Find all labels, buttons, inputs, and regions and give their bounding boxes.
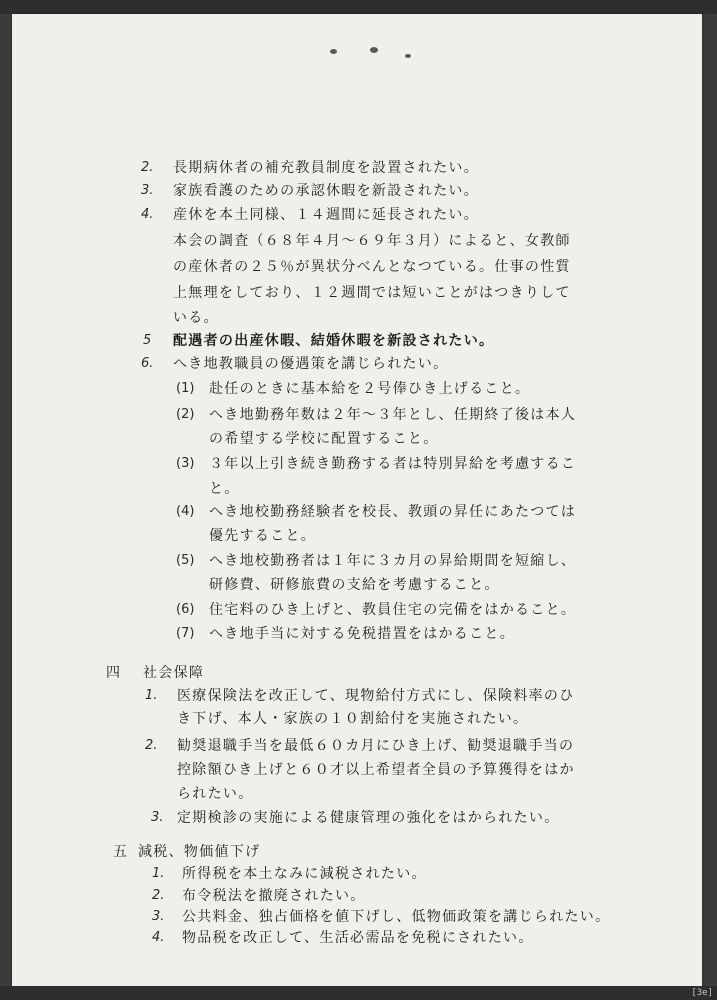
item-text: 配遇者の出産休暇、結婚休暇を新設されたい。 bbox=[173, 333, 495, 349]
item-text: 公共料金、独占価格を値下げし、低物価政策を講じられたい。 bbox=[182, 909, 611, 925]
item-text: 控除額ひき上げと６０才以上希望者全員の予算獲得をはか bbox=[177, 762, 575, 778]
sub-item-text: へき地手当に対する免税措置をはかること。 bbox=[209, 626, 515, 642]
sub-item-text: へき地勤務年数は２年～３年とし、任期終了後は本人 bbox=[209, 407, 577, 423]
item-number: 4. bbox=[152, 930, 165, 945]
item-number: 4. bbox=[141, 207, 154, 222]
sub-item-number: (7) bbox=[176, 626, 195, 641]
sub-item-number: (3) bbox=[176, 456, 195, 471]
item-text: 布令税法を撤廃されたい。 bbox=[182, 888, 366, 904]
sub-item-text: 住宅料のひき上げと、教員住宅の完備をはかること。 bbox=[209, 602, 577, 618]
item-number: 2. bbox=[145, 738, 158, 753]
section-number: 四 bbox=[106, 665, 120, 681]
sub-item-text: 研修費、研修旅費の支給を考慮すること。 bbox=[209, 577, 500, 593]
sub-item-number: (5) bbox=[176, 553, 195, 568]
scan-frame-bottom bbox=[0, 986, 717, 1000]
item-number: 6. bbox=[141, 356, 154, 371]
item-text: られたい。 bbox=[177, 786, 254, 802]
item-number: 3. bbox=[141, 183, 154, 198]
archive-stamp: [3e] bbox=[691, 988, 713, 998]
item-text: へき地教職員の優遇策を講じられたい。 bbox=[173, 356, 449, 372]
item-text: 定期検診の実施による健康管理の強化をはかられたい。 bbox=[177, 810, 560, 826]
item-number: 2. bbox=[141, 160, 154, 175]
item-number: 3. bbox=[151, 810, 164, 825]
item-note-line: 本会の調査（６８年４月～６９年３月）によると、女教師 bbox=[173, 233, 571, 249]
sub-item-number: (4) bbox=[176, 504, 195, 519]
sub-item-text: へき地校勤務経験者を校長、教頭の昇任にあたつては bbox=[209, 504, 577, 520]
item-text: 医療保険法を改正して、現物給付方式にし、保険料率のひ bbox=[177, 688, 575, 704]
item-number: 1. bbox=[152, 866, 165, 881]
sub-item-number: (1) bbox=[176, 381, 195, 396]
scan-frame-top bbox=[0, 0, 717, 14]
item-note-line: の産休者の２５％が異状分べんとなつている。仕事の性質 bbox=[173, 259, 571, 275]
section-title: 減税、物価値下げ bbox=[138, 844, 261, 860]
sub-item-text: と。 bbox=[209, 481, 240, 497]
item-text: き下げ、本人・家族の１０割給付を実施されたい。 bbox=[177, 711, 529, 727]
item-number: 2. bbox=[152, 888, 165, 903]
item-text: 長期病休者の補充教員制度を設置されたい。 bbox=[173, 160, 479, 176]
punch-hole-mark bbox=[405, 54, 411, 58]
item-note-line: 上無理をしており、１２週間では短いことがはつきりして bbox=[173, 285, 571, 301]
item-note-line: いる。 bbox=[173, 310, 219, 326]
item-number: 5 bbox=[143, 333, 152, 348]
item-text: 家族看護のための承認休暇を新設されたい。 bbox=[173, 183, 479, 199]
section-title: 社会保障 bbox=[143, 665, 205, 681]
sub-item-number: (2) bbox=[176, 407, 195, 422]
sub-item-number: (6) bbox=[176, 602, 195, 617]
item-number: 1. bbox=[145, 688, 158, 703]
punch-hole-mark bbox=[330, 49, 337, 54]
section-number: 五 bbox=[113, 844, 127, 860]
item-number: 3. bbox=[152, 909, 165, 924]
sub-item-text: 赴任のときに基本給を２号俸ひき上げること。 bbox=[209, 381, 531, 397]
item-text: 所得税を本土なみに減税されたい。 bbox=[182, 866, 427, 882]
item-text: 産休を本土同様、１４週間に延長されたい。 bbox=[173, 207, 479, 223]
sub-item-text: ３年以上引き続き勤務する者は特別昇給を考慮するこ bbox=[209, 456, 577, 472]
sub-item-text: 優先すること。 bbox=[209, 528, 317, 544]
document-page bbox=[12, 14, 702, 986]
sub-item-text: の希望する学校に配置すること。 bbox=[209, 431, 439, 447]
item-text: 物品税を改正して、生活必需品を免税にされたい。 bbox=[182, 930, 534, 946]
sub-item-text: へき地校勤務者は１年に３カ月の昇給期間を短縮し、 bbox=[209, 553, 577, 569]
punch-hole-mark bbox=[370, 47, 378, 53]
item-text: 勧奨退職手当を最低６０カ月にひき上げ、勧奨退職手当の bbox=[177, 738, 575, 754]
